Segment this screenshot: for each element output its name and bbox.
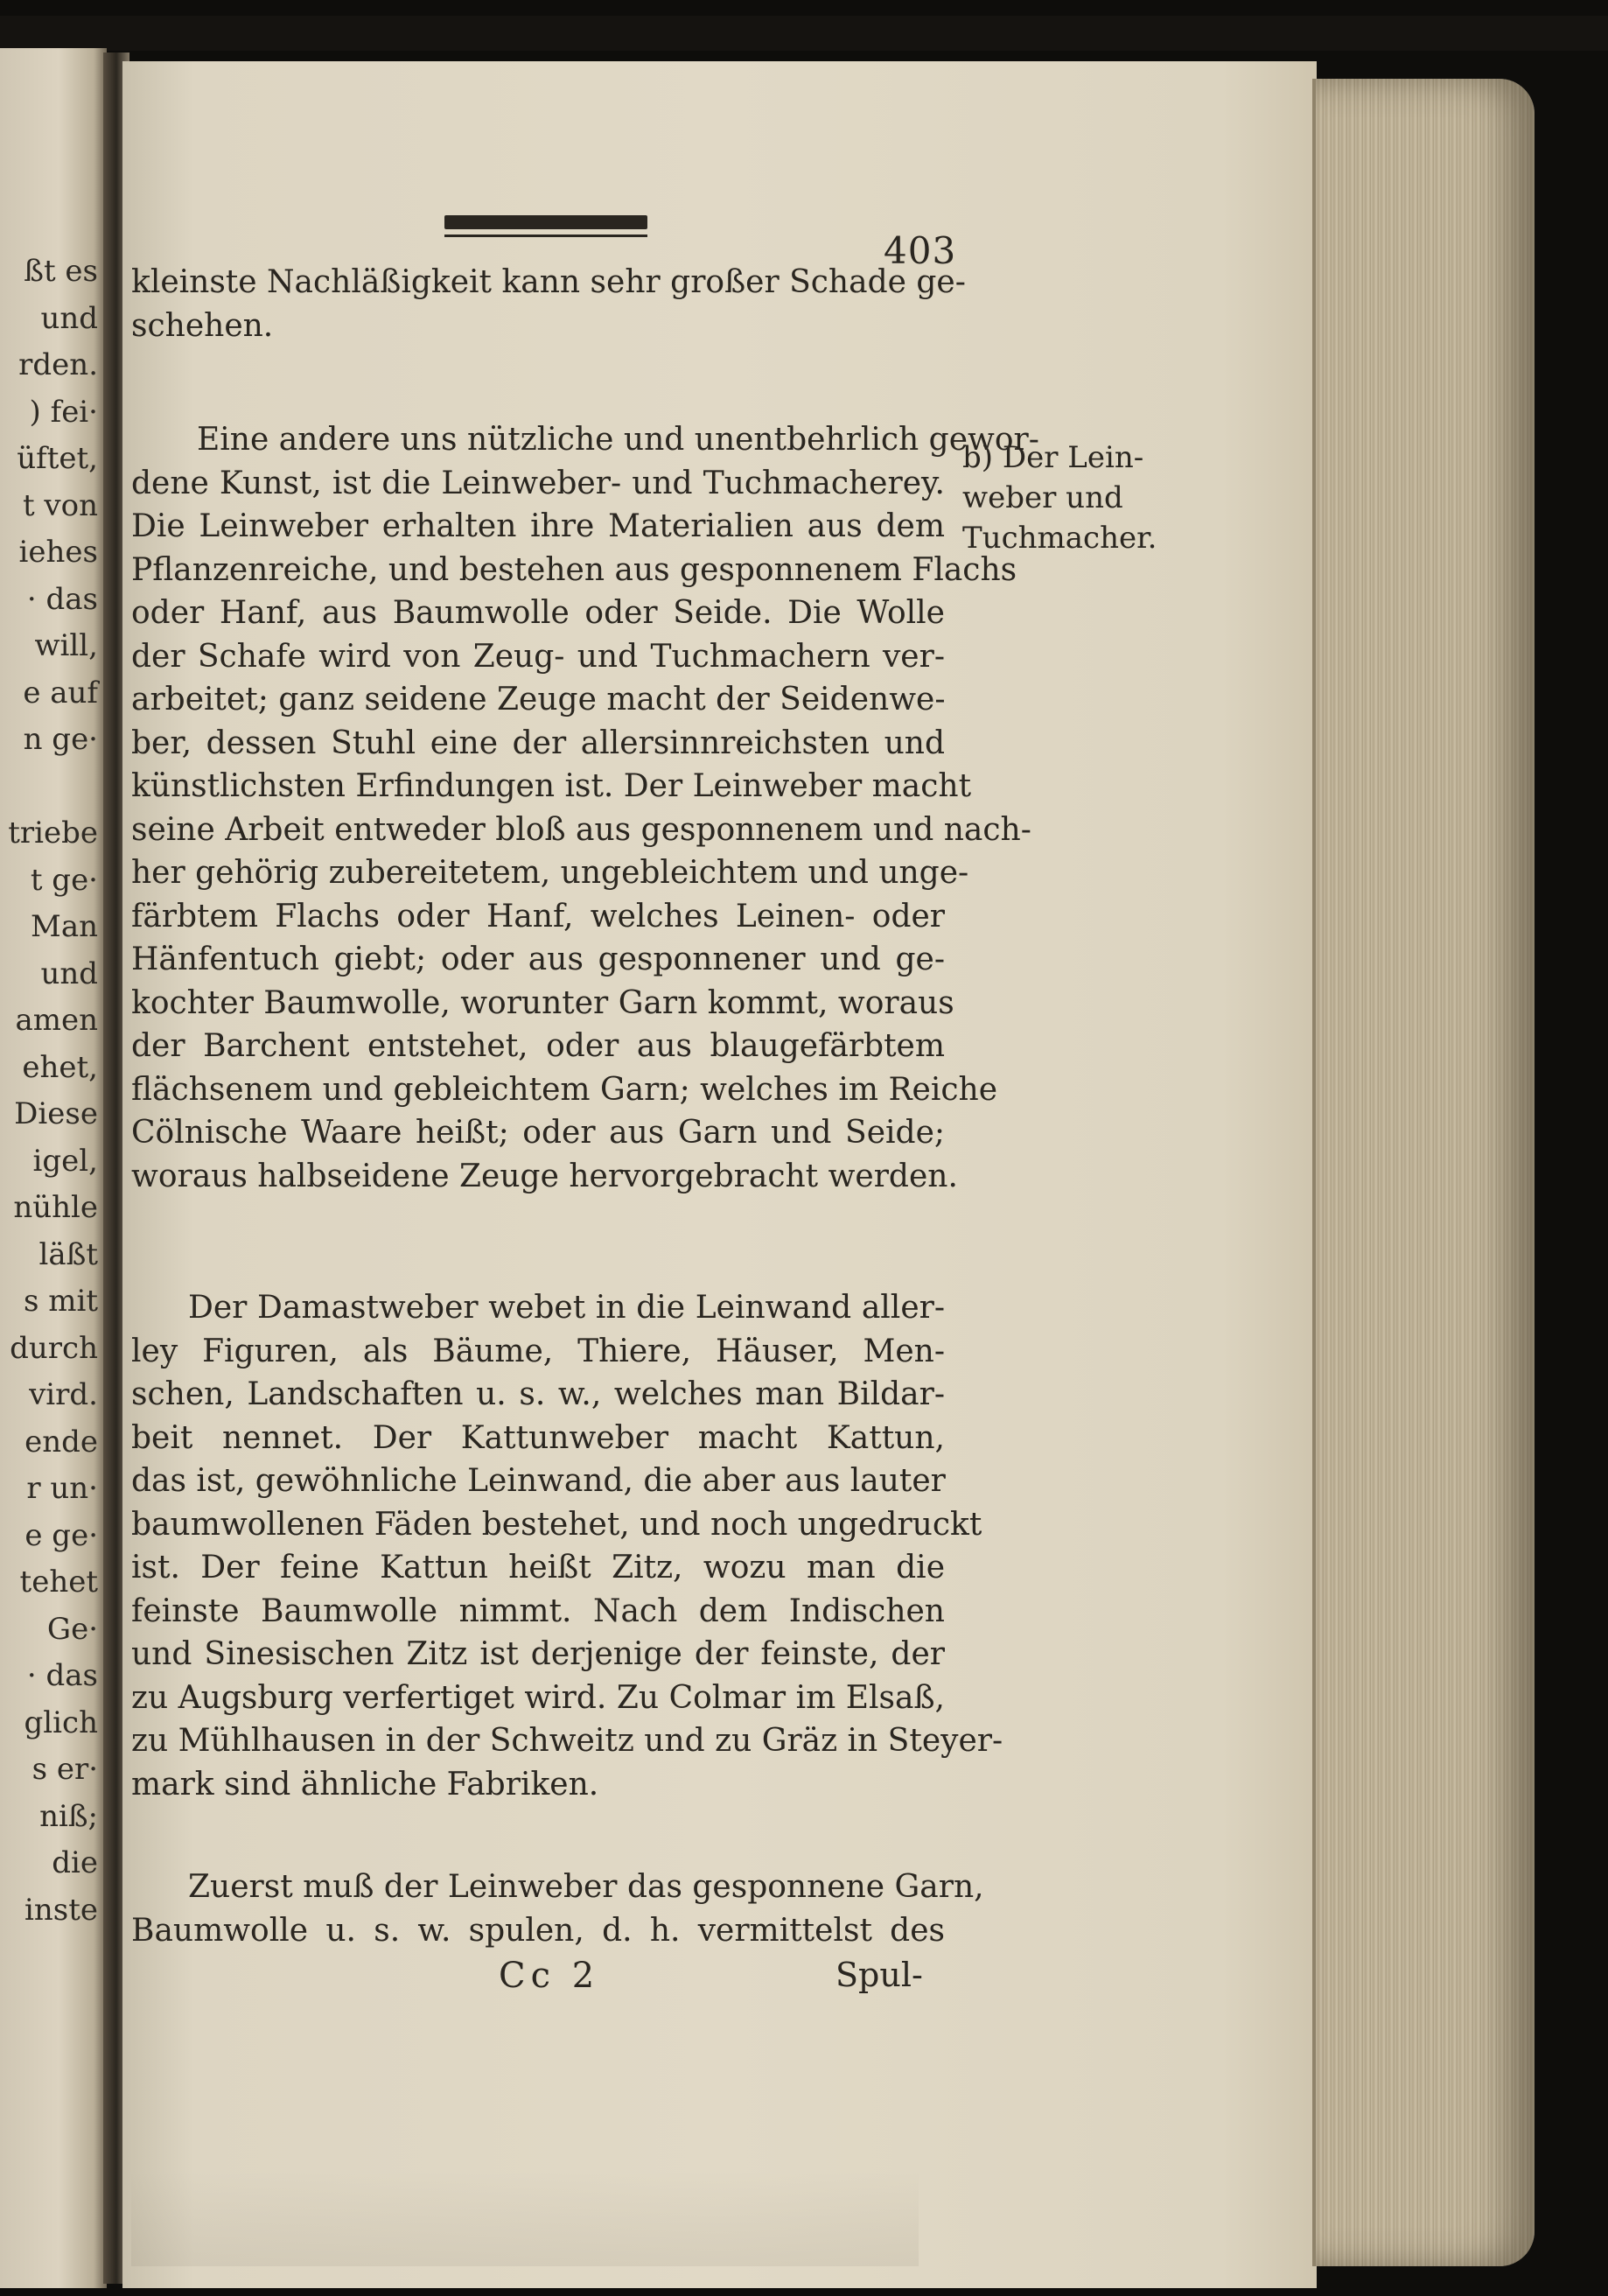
facing-page-fragment: ehet, xyxy=(22,1049,98,1085)
text-line: Cölnische Waare heißt; oder aus Garn und Seide; xyxy=(131,1115,945,1151)
facing-page-fragment: triebe xyxy=(8,816,98,850)
facing-page-fragment: n ge· xyxy=(23,722,98,757)
text-line: baumwollenen Fäden bestehet, und noch ungedruckt xyxy=(131,1506,982,1543)
facing-page-fragment: iehes xyxy=(18,535,98,570)
text-line: schehen. xyxy=(131,307,274,344)
text-line: feinste Baumwolle nimmt. Nach dem Indischen xyxy=(131,1592,945,1629)
facing-page-fragment: e ge· xyxy=(24,1517,98,1553)
text-line: zu Augsburg verfertiget wird. Zu Colmar im Elsaß, xyxy=(131,1679,945,1716)
text-line: färbtem Flachs oder Hanf, welches Leinen- oder xyxy=(131,898,945,934)
paragraph-4 xyxy=(131,1866,984,1952)
facing-page-fragment: · das xyxy=(26,581,98,617)
facing-page-fragment: ßt es xyxy=(24,254,98,289)
text-line: oder Hanf, aus Baumwolle oder Seide. Die Wolle xyxy=(131,595,945,631)
text-line: zu Mühlhausen in der Schweitz und zu Gräz in Steyer- xyxy=(131,1723,1003,1759)
text-line: ley Figuren, als Bäume, Thiere, Häuser, Men- xyxy=(131,1333,945,1369)
facing-page-fragment: s mit xyxy=(23,1284,98,1319)
text-line: das ist, gewöhnliche Leinwand, die aber aus lauter xyxy=(131,1463,946,1499)
facing-page-fragment: will, xyxy=(34,628,98,663)
facing-page-fragment: t ge· xyxy=(30,862,98,898)
text-line: der Barchent entstehet, oder aus blaugefärbtem xyxy=(131,1028,945,1064)
facing-page-fragment: Ge· xyxy=(46,1611,98,1647)
facing-page-fragment: ende xyxy=(24,1424,98,1460)
facing-page-fragment: · das xyxy=(26,1658,98,1693)
text-line: kleinste Nachläßigkeit kann sehr großer Schade ge- xyxy=(131,264,966,300)
text-line: der Schafe wird von Zeug- und Tuchmachern ver- xyxy=(131,638,945,675)
facing-page-fragment: und xyxy=(40,300,98,336)
facing-page-fragment: Diese xyxy=(14,1096,98,1131)
header-rule xyxy=(444,215,647,229)
paragraph-1 xyxy=(131,261,966,347)
text-line: Pflanzenreiche, und bestehen aus gesponnenem Flachs xyxy=(131,551,1017,588)
text-line: ber, dessen Stuhl eine der allersinnreichsten und xyxy=(131,724,945,761)
facing-page-fragment: tehet xyxy=(19,1564,98,1600)
facing-page-fragment: inste xyxy=(24,1892,98,1928)
facing-page-fragment: ) fei· xyxy=(29,394,98,430)
facing-page-fragment: nühle xyxy=(13,1190,98,1225)
text-line: beit nennet. Der Kattunweber macht Kattun, xyxy=(131,1419,945,1456)
margin-note xyxy=(962,438,1164,558)
text-line: Baumwolle u. s. w. spulen, d. h. vermittelst des xyxy=(131,1912,945,1949)
text-line: dene Kunst, ist die Leinweber- und Tuchmacherey. xyxy=(131,465,945,501)
facing-page-fragment: e auf xyxy=(23,675,98,710)
text-line: kochter Baumwolle, worunter Garn kommt, woraus xyxy=(131,984,954,1021)
text-line: Die Leinweber erhalten ihre Materialien aus dem xyxy=(131,508,945,544)
text-line: mark sind ähnliche Fabriken. xyxy=(131,1766,599,1802)
facing-page-fragment: niß; xyxy=(39,1798,98,1834)
facing-page-fragment: glich xyxy=(24,1704,98,1740)
facing-page-fragment: Man xyxy=(31,909,98,944)
text-line: Eine andere uns nützliche und unentbehrlich gewor- xyxy=(197,422,1039,458)
paragraph-3 xyxy=(131,1286,1003,1806)
scan-background xyxy=(0,16,1608,51)
text-line: flächsenem und gebleichtem Garn; welches im Reiche xyxy=(131,1071,998,1108)
signature-mark: Cc 2 xyxy=(499,1956,600,1996)
facing-page-fragment: und xyxy=(40,956,98,991)
facing-page-fragment: amen xyxy=(15,1003,98,1038)
facing-page-fragment: vird. xyxy=(29,1377,98,1412)
text-line: woraus halbseidene Zeuge hervorgebracht werden. xyxy=(131,1158,958,1194)
facing-page-fragment: läßt xyxy=(38,1236,98,1272)
margin-note-line: Tuchmacher. xyxy=(962,521,1157,556)
text-line: künstlichsten Erfindungen ist. Der Leinweber macht xyxy=(131,768,972,804)
facing-page-fragment: t von xyxy=(22,487,98,523)
text-line: Hänfentuch giebt; oder aus gesponnener und ge- xyxy=(131,942,945,977)
text-line: her gehörig zubereitetem, ungebleichtem und unge- xyxy=(131,855,969,891)
paragraph-2 xyxy=(131,418,1039,1198)
catchword: Spul- xyxy=(835,1956,923,1994)
facing-page-fragment: die xyxy=(52,1845,98,1880)
margin-note-line: b) Der Lein- xyxy=(962,440,1144,475)
text-line: Der Damastweber webet in die Leinwand aller- xyxy=(188,1290,945,1326)
facing-page-fragment: igel, xyxy=(32,1143,98,1179)
page-edges xyxy=(1312,79,1535,2266)
text-line: ist. Der feine Kattun heißt Zitz, wozu man die xyxy=(131,1550,945,1586)
facing-page-fragment: s er· xyxy=(31,1752,98,1787)
facing-page-fragment: durch xyxy=(10,1330,98,1366)
page-shading xyxy=(131,2170,919,2266)
facing-page-fragment: üftet, xyxy=(17,441,98,476)
facing-page-edge xyxy=(0,48,107,2288)
facing-page-fragment: rden. xyxy=(18,347,98,382)
text-line: Zuerst muß der Leinweber das gesponnene Garn, xyxy=(188,1869,984,1905)
text-line: schen, Landschaften u. s. w., welches man Bildar- xyxy=(131,1376,945,1412)
page-number: 403 xyxy=(884,229,957,272)
margin-note-line: weber und xyxy=(962,480,1123,515)
text-line: arbeitet; ganz seidene Zeuge macht der Seidenwe- xyxy=(131,682,946,718)
text-line: seine Arbeit entweder bloß aus gesponnenem und nach- xyxy=(131,811,1031,848)
text-line: und Sinesischen Zitz ist derjenige der feinste, der xyxy=(131,1636,945,1672)
facing-page-fragment: r un· xyxy=(26,1471,98,1506)
